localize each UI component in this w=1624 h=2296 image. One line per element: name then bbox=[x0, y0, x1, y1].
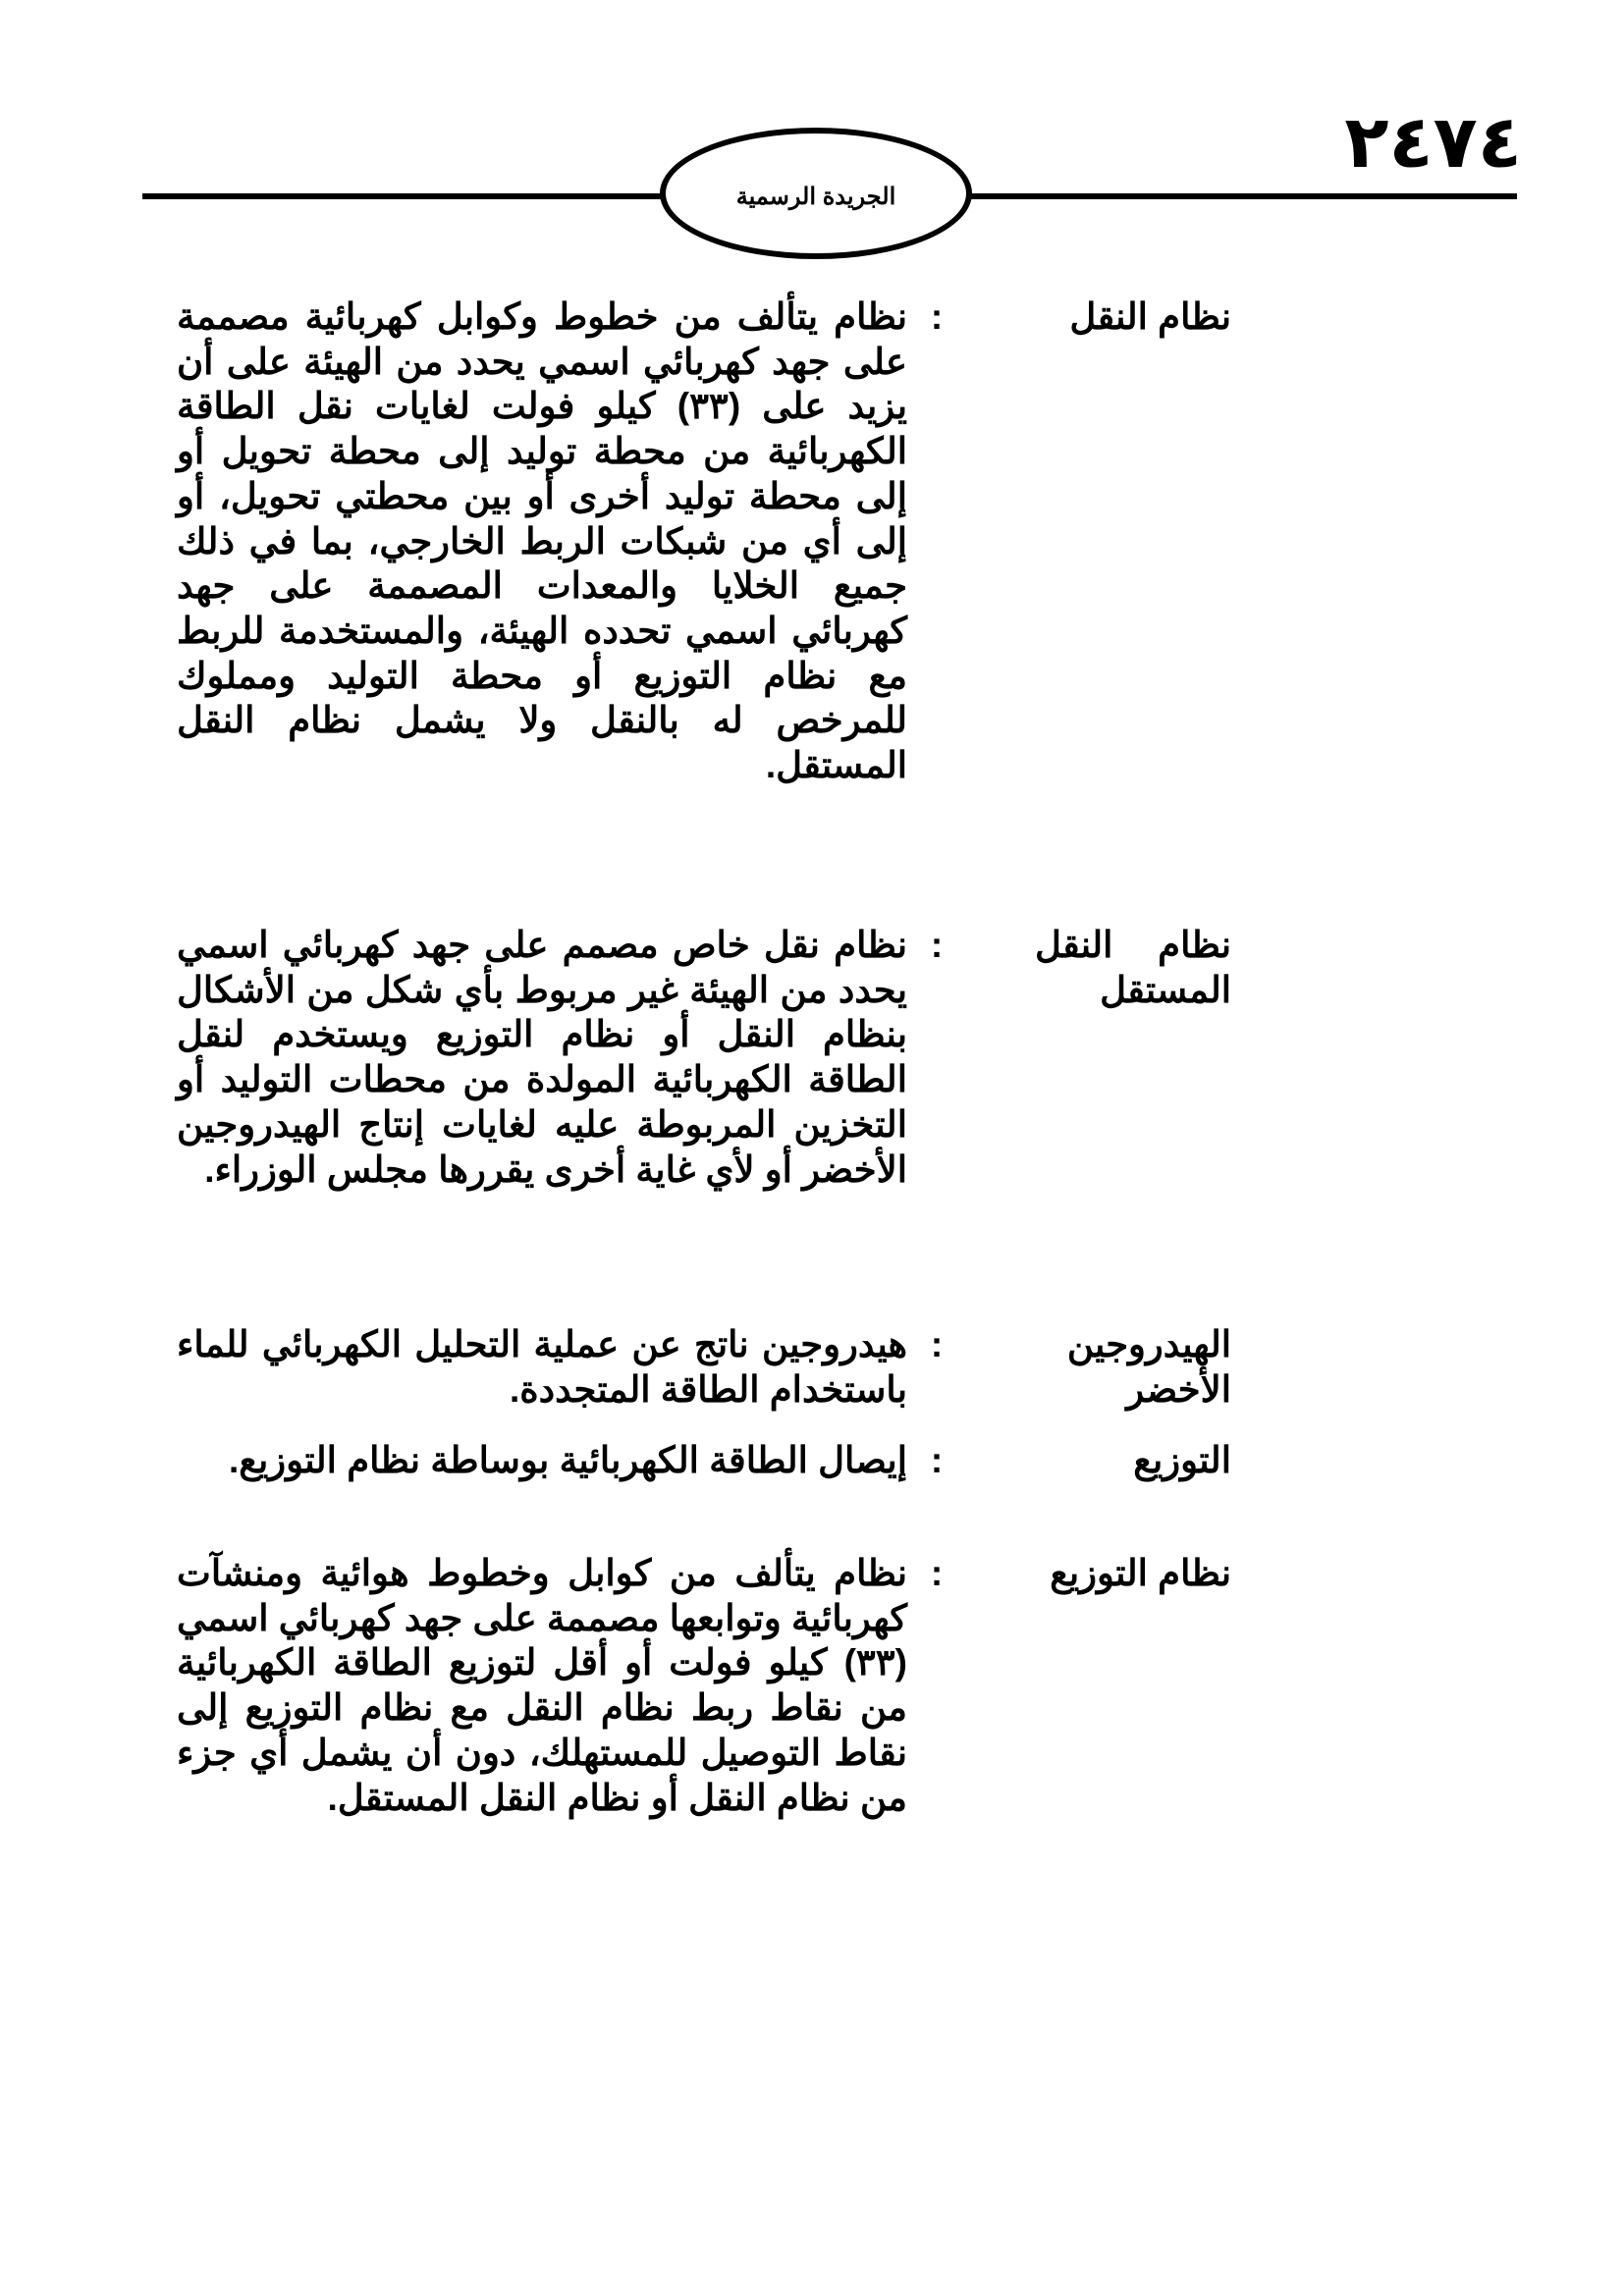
term: نظام النقل bbox=[1069, 296, 1231, 337]
gazette-title: الجريدة الرسمية bbox=[735, 184, 896, 210]
definition-text: إيصال الطاقة الكهربائية بوساطة نظام التوزيع. bbox=[228, 1440, 907, 1480]
definition-text: هيدروجين ناتج عن عملية التحليل الكهربائي للماء باستخدام الطاقة المتجددة. bbox=[177, 1324, 907, 1410]
separator-colon: : bbox=[930, 1553, 944, 1593]
separator-colon: : bbox=[930, 1440, 944, 1480]
gazette-title-oval bbox=[660, 128, 972, 259]
separator-colon: : bbox=[930, 925, 944, 965]
term: التوزيع bbox=[1133, 1440, 1231, 1480]
term: نظام النقل المستقل bbox=[1035, 925, 1231, 1010]
definition-text: نظام يتألف من كوابل وخطوط هوائية ومنشآت كهربائية وتوابعها مصممة على جهد كهربائي اسمي (٣٣) كيلو فولت أو أقل لتوزيع الطاقة الكهربائية من نقاط ربط نظام النقل مع نظام التوزيع إلى نقاط التوصيل للمستهلك، دون أن يشمل أي جزء من نظام النقل أو نظام النقل المستقل. bbox=[176, 1553, 907, 1818]
definition-text: نظام نقل خاص مصمم على جهد كهربائي اسمي يحدد من الهيئة غير مربوط بأي شكل من الأشكال بنظام النقل أو نظام التوزيع ويستخدم لنقل الطاقة الكهربائية المولدة من محطات التوليد أو التخزين المربوطة عليه لغايات إنتاج الهيدروجين الأخضر أو لأي غاية أخرى يقررها مجلس الوزراء. bbox=[177, 925, 907, 1190]
definition-text: نظام يتألف من خطوط وكوابل كهربائية مصممة على جهد كهربائي اسمي يحدد من الهيئة على أن يزيد على (٣٣) كيلو فولت لغايات نقل الطاقة الكهربائية من محطة توليد إلى محطة تحويل أو إلى محطة توليد أخرى أو بين محطتي تحويل، أو إلى أي من شبكات الربط الخارجي، بما في ذلك جميع الخلايا والمعدات المصممة على جهد كهربائي اسمي تحدده الهيئة، والمستخدمة للربط مع نظام التوزيع أو محطة التوليد ومملوك للمرخص له بالنقل ولا يشمل نظام النقل المستقل. bbox=[177, 296, 907, 786]
term: نظام التوزيع bbox=[1050, 1553, 1231, 1593]
separator-colon: : bbox=[930, 1324, 944, 1364]
separator-colon: : bbox=[930, 296, 944, 337]
page-number: ٢٤٧٤ bbox=[1344, 100, 1522, 185]
term: الهيدروجين الأخضر bbox=[1066, 1324, 1231, 1410]
